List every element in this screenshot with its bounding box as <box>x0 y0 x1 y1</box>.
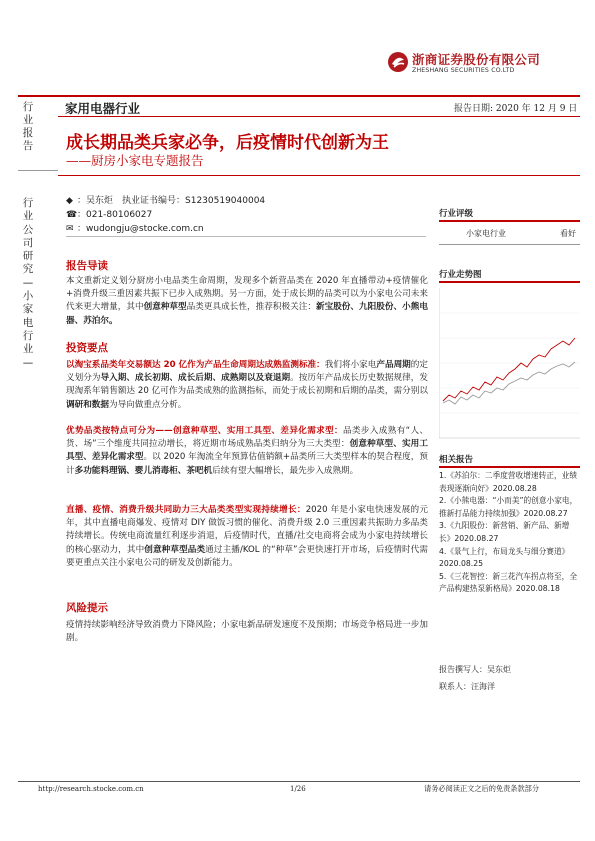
section-heading-points: 投资要点 <box>66 342 108 354</box>
email-address[interactable]: ：wudongju@stocke.com.cn <box>77 224 204 234</box>
guide-paragraph: 本文重新定义划分厨房小电品类生命周期，发现多个新营品类在 2020 年直播带动+疫情催化+消费升级三重因素共振下已步入成熟期。另一方面，处于成长期的品类可以为小家电公司未来代来更大增量，其中创意种草型品类更具成长性，推荐积极关注：新宝股份、九阳股份、小熊电器、苏泊尔。 <box>66 276 428 326</box>
email-icon: ✉ <box>66 224 74 234</box>
title-divider-bottom <box>58 175 580 176</box>
industry-title: 家用电器行业 <box>65 101 141 116</box>
side-divider <box>18 170 58 171</box>
phone-number: ：021-80106027 <box>77 210 153 220</box>
related-reports-list <box>439 470 580 596</box>
risk-paragraph: 疫情持续影响经济导致消费力下降风险；小家电新品研发速度不及预期；市场竞争格局进一步加剧。 <box>66 620 428 644</box>
point-paragraph-2: 优势品类按特点可分为——创意种草型、实用工具型、差异化需求型：品类步入成熟有“人、货、场”三个维度共同拉动增长，将近期市场成熟品类归纳分为三大类型：创意种草型、实用工具型、差异化需求型。以 2020 年淘流全年预算估值销额+品类所三大类型样本的契合程度，预计多功能料理锅、婴儿消毒柜、茶吧机后续有望大幅增长，最先步入成熟期。 <box>66 426 428 476</box>
related-report-item[interactable]: 1.《苏泊尔：二季度营收增速转正，业绩表现逐渐向好》2020.08.28 <box>439 471 578 493</box>
rating-heading-line <box>439 220 580 222</box>
analyst-block <box>439 661 580 695</box>
sub-title: ——厨房小家电专题报告 <box>66 153 204 168</box>
section-heading-risk: 风险提示 <box>66 602 108 614</box>
chart-series-index <box>443 362 575 404</box>
brand-name-en: ZHESHANG SECURITIES CO.LTD <box>412 67 515 74</box>
bullet-icon: ◆ <box>66 196 73 206</box>
rating-value: 看好 <box>560 229 576 238</box>
analyst-row <box>66 193 265 206</box>
related-heading: 相关报告 <box>439 455 474 465</box>
header-divider <box>18 95 580 97</box>
title-divider-top <box>58 116 580 117</box>
side-label-report-type: 行业报告 <box>22 101 34 152</box>
contact-divider <box>66 236 426 237</box>
industry-trend-chart <box>439 283 580 443</box>
page-number: 1/26 <box>290 785 306 793</box>
related-heading-line <box>439 466 580 468</box>
related-report-item[interactable]: 5.《三花智控：新三花汽车拐点将至，全产品构建热泵新格局》2020.08.18 <box>439 571 578 594</box>
rating-sector: 小家电行业 <box>466 229 506 238</box>
trend-heading: 行业走势图 <box>439 270 482 280</box>
rating-divider <box>439 244 580 245</box>
phone-icon: ☎ <box>66 210 78 220</box>
report-contact: 联系人：汪海洋 <box>439 682 495 691</box>
footer-divider <box>18 781 580 782</box>
rating-heading: 行业评级 <box>439 209 474 219</box>
related-report-item[interactable]: 2.《小熊电器：“小而美”的创意小家电，推新打品能力持续加强》2020.08.27 <box>439 496 578 518</box>
disclaimer-notice: 请务必阅读正文之后的免责条款部分 <box>424 784 540 793</box>
point-paragraph-1: 以淘宝系品类年交易额达 20 亿作为产品生命周期达成熟监测标准：我们将小家电产品周期的定义划分为导入期、成长初期、成长后期、成熟期以及衰退期。按历年产品成长历史数据规律，发现淘系年销售额达 20 亿可作为品类成熟的监测指标，而处于成长初期和后期的品类，需分别以调研和数据为导向做重点分析。 <box>66 360 428 410</box>
main-title: 成长期品类兵家必争，后疫情时代创新为王 <box>66 133 389 153</box>
point-paragraph-3: 直播、疫情、消费升级共同助力三大品类类型实现持续增长：2020 年是小家电快速发展的元年，其中直播电商爆发、疫情对 DIY 做饭习惯的催化、消费升级 2.0 三重因素共振助力多品类持续增长。传统电商流量红利逐步消退，后疫情时代，直播/社交电商将会成为小家电持续增长的核心驱动力，其中创意种草型品类通过主播/KOL 的“种草”会更快速打开市场，后疫情时代需要更重点关注小家电公司的研发及创新能力。 <box>66 505 428 568</box>
side-label-category: 行业公司研究—小家电行业— <box>22 197 34 369</box>
related-report-item[interactable]: 3.《九阳股份：新营销、新产品、新增长》2020.08.27 <box>439 521 570 543</box>
email-row <box>66 221 204 234</box>
phone-row <box>66 207 152 220</box>
footer-url[interactable]: http://research.stocke.com.cn <box>38 785 144 793</box>
section-heading-guide: 报告导读 <box>66 260 108 272</box>
brand-name: 浙商证券股份有限公司 <box>412 52 541 67</box>
chart-series-industry <box>443 338 575 401</box>
related-report-item[interactable]: 4.《景气上行，布局龙头与细分赛道》2020.08.25 <box>439 546 570 569</box>
analyst-info: ：吴东炬 执业证书编号：S1230519040004 <box>77 196 266 206</box>
report-date: 报告日期: 2020 年 12 月 9 日 <box>454 104 578 114</box>
report-author: 报告撰写人：吴东炬 <box>439 665 511 674</box>
company-logo-icon <box>387 51 409 73</box>
